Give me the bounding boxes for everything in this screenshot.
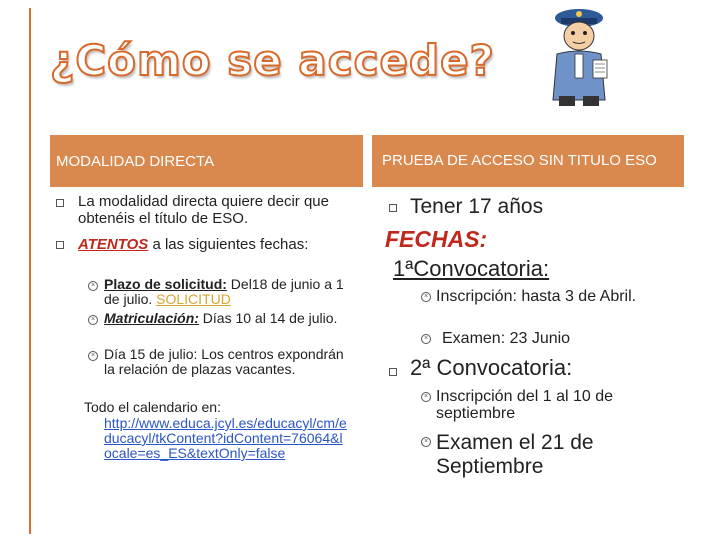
circle-x-bullet-icon: × <box>88 351 98 361</box>
conv2-item2-text: Examen el 21 de Septiembre <box>436 431 594 478</box>
conv1-item-2 <box>442 330 682 347</box>
vacantes-text: Día 15 de julio: Los centros expondrán la relación de plazas vacantes. <box>104 346 344 377</box>
matriculacion-label: Matriculación: <box>104 310 199 326</box>
conv2-text: 2ª Convocatoria: <box>410 355 573 380</box>
conv2-item1-text: Inscripción del 1 al 10 de septiembre <box>436 388 613 422</box>
circle-x-bullet-icon: × <box>421 392 431 402</box>
circle-x-bullet-icon: × <box>421 334 431 344</box>
conv1-item1-text: Inscripción: hasta 3 de Abril. <box>436 288 637 305</box>
left-sub-3 <box>104 347 344 377</box>
right-column-header <box>372 135 684 187</box>
convocatoria-2-heading <box>410 355 572 381</box>
age-text: Tener 17 años <box>410 195 544 218</box>
left-item-2-rest: a las siguientes fechas: <box>148 236 309 253</box>
circle-x-bullet-icon: × <box>421 437 431 447</box>
conv2-item-1 <box>436 388 686 422</box>
calendar-intro <box>84 400 354 415</box>
left-sub-1 <box>104 277 344 307</box>
conv2-item-2 <box>436 431 686 479</box>
circle-x-bullet-icon: × <box>88 315 98 325</box>
vertical-accent-line <box>29 8 31 534</box>
fechas-heading <box>385 226 487 253</box>
conv1-text: 1ªConvocatoria: <box>393 256 550 281</box>
convocatoria-1-heading <box>393 256 549 282</box>
plazo-text: Del18 de junio a 1 de julio. <box>104 276 344 307</box>
square-bullet-icon <box>389 204 397 212</box>
circle-x-bullet-icon: × <box>421 292 431 302</box>
police-officer-illustration <box>535 4 623 108</box>
conv1-item2-text: Examen: 23 Junio <box>442 330 571 347</box>
left-sub-2 <box>104 311 344 326</box>
calendar-link-block <box>104 416 347 461</box>
matriculacion-text: Días 10 al 14 de julio. <box>198 310 338 326</box>
circle-x-bullet-icon: × <box>88 281 98 291</box>
page-title: ¿Cómo se accede? <box>50 36 495 85</box>
conv1-item-1 <box>436 288 686 305</box>
left-header-text: MODALIDAD DIRECTA <box>56 152 215 170</box>
fechas-text: FECHAS: <box>385 226 488 252</box>
plazo-label: Plazo de solicitud: <box>104 276 227 292</box>
atentos-emphasis: ATENTOS <box>78 236 149 253</box>
left-column-header <box>50 135 363 187</box>
age-requirement <box>410 195 543 219</box>
left-item-1-text: La modalidad directa quiere decir que obtenéis el título de ESO. <box>78 193 329 227</box>
calendar-intro-text: Todo el calendario en: <box>84 399 221 415</box>
left-item-1 <box>78 193 363 227</box>
solicitud-link[interactable]: SOLICITUD <box>156 291 231 307</box>
calendar-link[interactable]: http://www.educa.jcyl.es/educacyl/cm/educacyl/tkContent?idContent=76064&locale=es_ES&textOnly=false <box>104 415 347 461</box>
right-header-text: PRUEBA DE ACCESO SIN TITULO ESO <box>382 152 657 169</box>
square-bullet-icon <box>56 199 64 207</box>
left-item-2 <box>78 236 363 253</box>
square-bullet-icon <box>56 241 64 249</box>
square-bullet-icon <box>389 368 397 376</box>
